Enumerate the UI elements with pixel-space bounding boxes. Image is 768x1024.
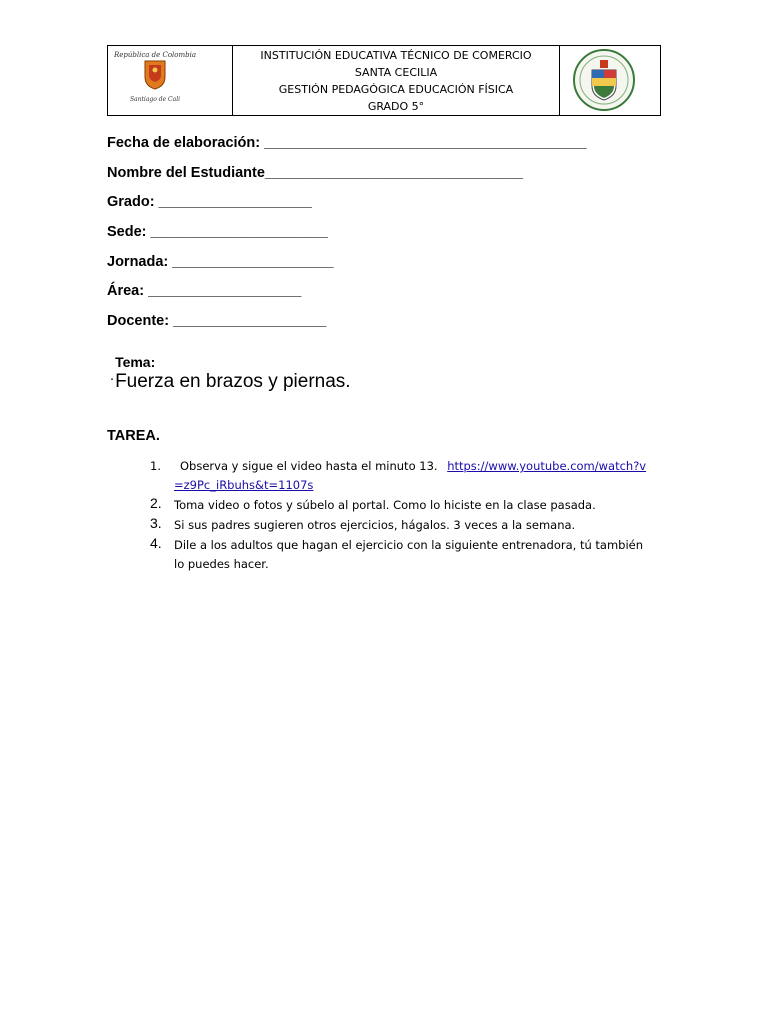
nombre-estudiante-field: Nombre del Estudiante________________________________ [107,165,523,181]
document-header [107,45,661,116]
tema-value: Fuerza en brazos y piernas. [115,371,351,392]
tema-line [107,338,351,393]
task-number: 4. [150,535,162,551]
tema-label: Tema: [115,354,156,370]
area-field: Área: ___________________ [107,283,302,299]
docente-field: Docente: ___________________ [107,313,327,329]
sede-field: Sede: ______________________ [107,224,328,240]
fecha-elaboracion-field: Fecha de elaboración: ________________________________________ [107,135,587,151]
task-text: Dile a los adultos que hagan el ejercicio con la siguiente entrenadora, tú también lo puedes hacer. [174,538,644,571]
left-logo-cell [108,46,233,115]
task-text: Toma video o fotos y súbelo al portal. Como lo hiciste en la clase pasada. [174,498,596,512]
colombia-seal-logo [112,48,198,104]
grado-field: Grado: ___________________ [107,194,312,210]
task-number: 1. [150,459,161,473]
institution-name: INSTITUCIÓN EDUCATIVA TÉCNICO DE COMERCIO [260,48,532,62]
stray-dot: . [110,368,115,384]
task-item-3 [150,516,650,535]
school-crest-logo [572,48,636,112]
right-logo-cell [560,46,660,115]
institution-subname: SANTA CECILIA [354,65,438,79]
youtube-video-link[interactable]: https://www.youtube.com/watch?v=z9Pc_iRbuhs&t=1107s [174,459,647,492]
svg-text:República de Colombia: República de Colombia [113,51,197,59]
tarea-heading: TAREA. [107,428,160,444]
header-title-block [233,46,560,115]
task-text: Observa y sigue el video hasta el minuto 13. [180,459,438,473]
task-item-1 [150,457,650,495]
task-text: Si sus padres sugieren otros ejercicios, hágalos. 3 veces a la semana. [174,518,576,532]
task-list [150,457,650,575]
svg-text:Santiago de Cali: Santiago de Cali [129,96,181,103]
task-number: 3. [150,515,162,531]
jornada-field: Jornada: ____________________ [107,254,334,270]
grade-label: GRADO 5° [367,99,425,113]
task-item-2 [150,496,650,515]
task-item-4 [150,536,650,574]
task-number: 2. [150,495,162,511]
department-name: GESTIÓN PEDAGÓGICA EDUCACIÓN FÍSICA [278,82,514,96]
